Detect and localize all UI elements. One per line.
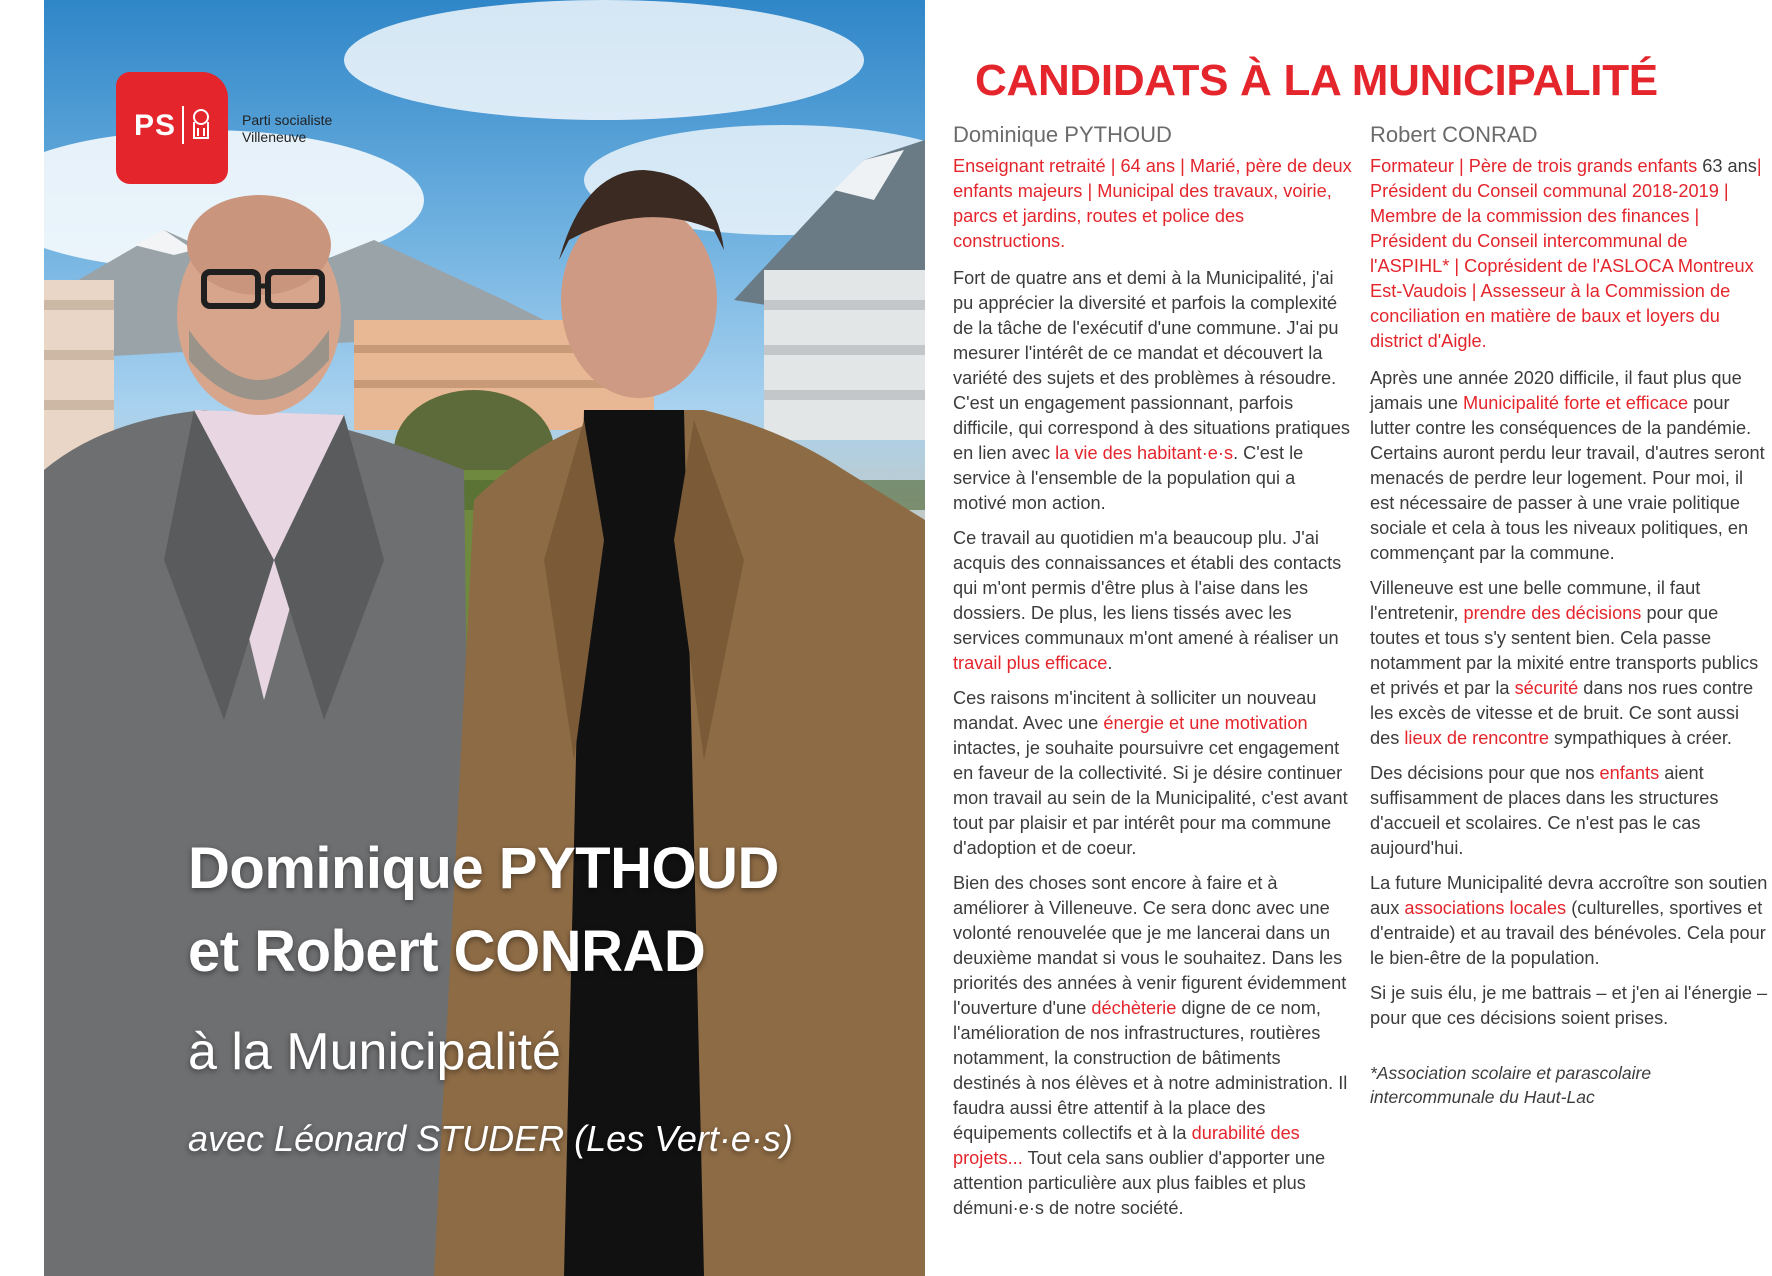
logo-divider [182, 106, 184, 144]
candidate2-paragraph1: Après une année 2020 difficile, il faut plus que jamais une Municipalité forte et efficace pour lutter contre les conséquences de la pandémie. Certains auront perdu leur travail, d'autres seront menacés de perdre leur logement. Pour moi, il est nécessaire de passer à une vraie politique sociale et cela à tous les niveaux politiques, en commençant par la commune. [1370, 368, 1765, 563]
candidate2-column [1370, 122, 1770, 1119]
candidate2-paragraph4: La future Municipalité devra accroître son soutien aux associations locales (culturelles, sportives et d'entraide) et au travail des bénévoles. Cela pour le bien-être de la population. [1370, 873, 1768, 968]
campaign-photo [44, 0, 925, 1276]
candidate2-paragraph3: Des décisions pour que nos enfants aient suffisamment de places dans les structures d'accueil et scolaires. Ce n'est pas le cas aujourd'hui. [1370, 763, 1719, 858]
candidate2-intro: Formateur | Père de trois grands enfants 63 ans| Président du Conseil communal 2018-2019 | Membre de la commission des finances | Président du Conseil intercommunal de l'ASPIHL* | Coprésident de l'ASLOCA Montreux Est-Vaudois | Assesseur à la Commission de conciliation en matière de baux et loyers du district d'Aigle. [1370, 156, 1762, 351]
candidate2-name: Robert CONRAD [1370, 122, 1538, 147]
party-name-line2: Villeneuve [242, 129, 307, 145]
party-name [242, 112, 332, 146]
party-logo [116, 72, 228, 184]
footnote: *Association scolaire et parascolaire intercommunale du Haut-Lac [1370, 1063, 1652, 1107]
photo-illustration [44, 0, 925, 1276]
party-logo-mark: PS [134, 109, 177, 142]
candidate1-paragraph1: Fort de quatre ans et demi à la Municipalité, j'ai pu apprécier la diversité et parfois la complexité de la tâche de l'exécutif d'une commune. J'ai pu mesurer l'intérêt de ce mandat et découvert la variété des sujets et des problèmes à résoudre. C'est un engagement passionnant, parfois difficile, qui correspond à des situations pratiques en lien avec la vie des habitant·e·s. C'est le service à l'ensemble de la population qui a motivé mon action. [953, 268, 1350, 513]
candidate1-intro: Enseignant retraité | 64 ans | Marié, père de deux enfants majeurs | Municipal des travaux, voirie, parcs et jardins, routes et police des constructions. [953, 156, 1352, 251]
candidate2-paragraph5: Si je suis élu, je me battrais – et j'en ai l'énergie – pour que ces décisions soient prises. [1370, 983, 1768, 1028]
headline-line3: à la Municipalité [188, 1023, 561, 1081]
headline-line2: et Robert CONRAD [188, 919, 706, 984]
party-name-line1: Parti socialiste [242, 112, 333, 128]
page-title: CANDIDATS À LA MUNICIPALITÉ [975, 56, 1658, 105]
candidate1-paragraph2: Ce travail au quotidien m'a beaucoup plu. J'ai acquis des connaissances et établi des contacts qui m'ont permis d'être plus à l'aise dans les dossiers. De plus, les liens tissés avec les services communaux m'ont amené à réaliser un travail plus efficace. [953, 528, 1342, 673]
candidate1-column [953, 122, 1353, 1231]
candidate1-name: Dominique PYTHOUD [953, 122, 1172, 147]
candidate2-paragraph2: Villeneuve est une belle commune, il faut l'entretenir, prendre des décisions pour que toutes et tous s'y sentent bien. Cela passe notamment par la mixité entre transports publics et privés et par la sécurité dans nos rues contre les excès de vitesse et de bruit. Ce sont aussi des lieux de rencontre sympathiques à créer. [1370, 578, 1759, 748]
candidate1-paragraph4: Bien des choses sont encore à faire et à améliorer à Villeneuve. Ce sera donc avec une volonté renouvelée que je me lancerai dans un deuxième mandat si vous le souhaitez. Dans les priorités des années à venir figurent évidemment l'ouverture d'une déchèterie digne de ce nom, l'amélioration de nos infrastructures, routières notamment, la construction de bâtiments destinés à nos élèves et à notre administration. Il faudra aussi être attentif à la place des équipements collectifs et à la durabilité des projets... Tout cela sans oublier d'apporter une attention particulière aux plus faibles et plus démuni·e·s de notre société. [953, 873, 1348, 1218]
headline-line1: Dominique PYTHOUD [188, 836, 779, 901]
rose-icon [190, 108, 212, 142]
headline-line4: avec Léonard STUDER (Les Vert·e·s) [188, 1118, 793, 1159]
candidate1-paragraph3: Ces raisons m'incitent à solliciter un nouveau mandat. Avec une énergie et une motivation intactes, je souhaite poursuivre cet engagement en faveur de la collectivité. Si je désire continuer mon travail au sein de la Municipalité, c'est avant tout par plaisir et par intérêt pour ma commune d'adoption et de coeur. [953, 688, 1348, 858]
